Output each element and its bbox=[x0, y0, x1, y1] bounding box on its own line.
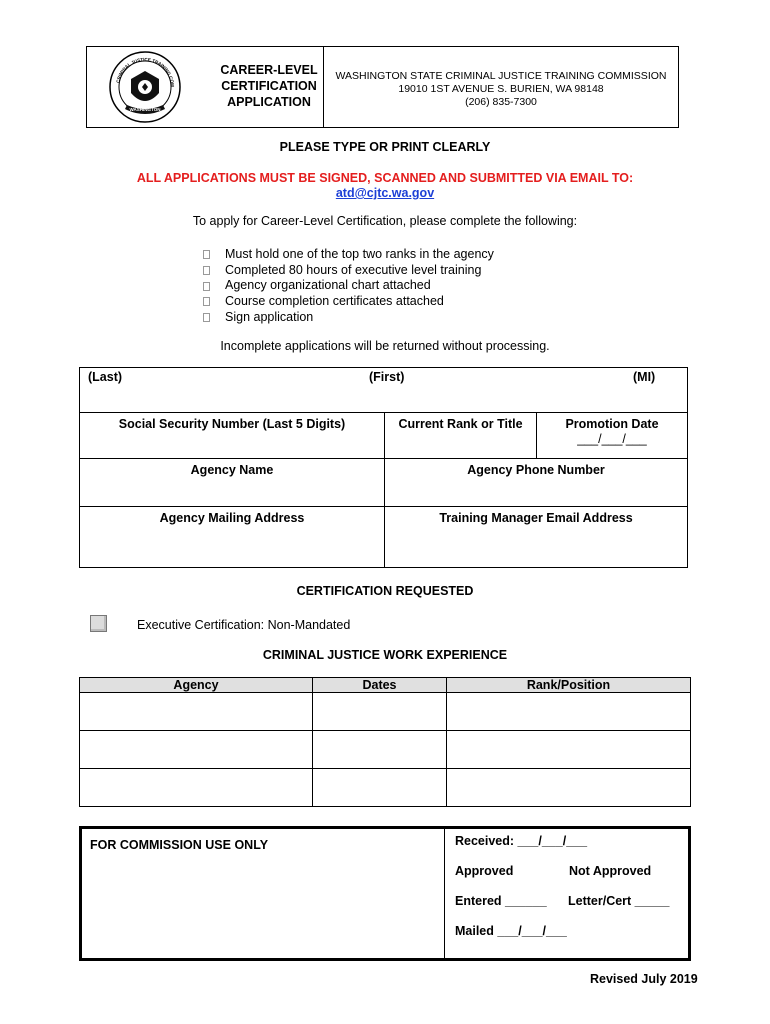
agency-phone-field[interactable] bbox=[385, 459, 688, 507]
list-item bbox=[203, 310, 494, 326]
checkbox-icon bbox=[203, 282, 210, 291]
requirement-text: Completed 80 hours of executive level training bbox=[225, 262, 482, 277]
print-clearly-notice: PLEASE TYPE OR PRINT CLEARLY bbox=[279, 140, 491, 154]
agency-phone: (206) 835-7300 bbox=[465, 96, 537, 108]
revision-date: Revised July 2019 bbox=[590, 972, 698, 986]
approved-field: Approved bbox=[455, 864, 514, 878]
mailing-address-field[interactable] bbox=[80, 507, 385, 568]
letter-cert-field: Letter/Cert _____ bbox=[568, 894, 670, 908]
mailing-address-label: Agency Mailing Address bbox=[159, 511, 305, 525]
submission-email-link[interactable]: atd@cjtc.wa.gov bbox=[335, 186, 435, 200]
requirements-list bbox=[203, 247, 494, 326]
requirement-text: Sign application bbox=[225, 309, 314, 324]
agency-address-block bbox=[323, 70, 679, 109]
received-field: Received: ___/___/___ bbox=[455, 834, 588, 848]
table-row bbox=[80, 769, 691, 807]
requirement-text: Course completion certificates attached bbox=[225, 294, 444, 309]
form-title-line: CERTIFICATION bbox=[221, 79, 317, 93]
list-item bbox=[203, 294, 494, 310]
name-field[interactable] bbox=[80, 368, 688, 413]
checkbox-icon bbox=[203, 313, 210, 322]
requirement-text: Must hold one of the top two ranks in the agency bbox=[225, 247, 494, 261]
first-name-label: (First) bbox=[369, 370, 405, 384]
svg-text:CRIMINAL JUSTICE TRAINING COMM: CRIMINAL JUSTICE TRAINING COM bbox=[115, 56, 176, 88]
work-experience-heading: CRIMINAL JUSTICE WORK EXPERIENCE bbox=[262, 648, 508, 662]
form-title-line: CAREER-LEVEL bbox=[220, 63, 318, 77]
ssn-field[interactable] bbox=[80, 413, 385, 459]
last-name-label: (Last) bbox=[88, 370, 123, 384]
dates-cell[interactable] bbox=[313, 769, 447, 807]
form-header bbox=[86, 46, 679, 128]
training-email-label: Training Manager Email Address bbox=[439, 511, 633, 525]
agency-cell[interactable] bbox=[80, 769, 313, 807]
checkbox-icon bbox=[203, 297, 210, 306]
column-header-agency: Agency bbox=[80, 678, 313, 693]
svg-text:WASHINGTON: WASHINGTON bbox=[129, 107, 161, 112]
submission-notice: ALL APPLICATIONS MUST BE SIGNED, SCANNED AND SUBMITTED VIA EMAIL TO: bbox=[136, 171, 634, 185]
commission-use-box bbox=[79, 826, 691, 961]
ssn-label: Social Security Number (Last 5 Digits) bbox=[118, 417, 346, 431]
applicant-info-table bbox=[79, 367, 688, 568]
work-experience-table bbox=[79, 677, 691, 807]
executive-certification-label: Executive Certification: Non-Mandated bbox=[137, 618, 351, 632]
list-item bbox=[203, 263, 494, 279]
agency-name-label: Agency Name bbox=[190, 463, 274, 477]
agency-phone-label: Agency Phone Number bbox=[467, 463, 605, 477]
agency-address: 19010 1ST AVENUE S. BURIEN, WA 98148 bbox=[398, 83, 604, 95]
agency-name: WASHINGTON STATE CRIMINAL JUSTICE TRAINING COMMISSION bbox=[335, 70, 667, 82]
apply-intro: To apply for Career-Level Certification, please complete the following: bbox=[192, 214, 578, 228]
list-item bbox=[203, 278, 494, 294]
commission-use-label: FOR COMMISSION USE ONLY bbox=[90, 838, 269, 852]
rank-cell[interactable] bbox=[447, 693, 691, 731]
agency-cell[interactable] bbox=[80, 693, 313, 731]
agency-cell[interactable] bbox=[80, 731, 313, 769]
form-title-line: APPLICATION bbox=[227, 95, 311, 109]
list-item bbox=[203, 247, 494, 263]
executive-certification-checkbox[interactable] bbox=[90, 615, 107, 632]
promotion-date-label: Promotion Date bbox=[565, 417, 659, 431]
rank-cell[interactable] bbox=[447, 731, 691, 769]
dates-cell[interactable] bbox=[313, 731, 447, 769]
table-row bbox=[80, 693, 691, 731]
rank-cell[interactable] bbox=[447, 769, 691, 807]
requirement-text: Agency organizational chart attached bbox=[225, 278, 431, 293]
promotion-date-field[interactable] bbox=[537, 413, 688, 459]
table-row bbox=[80, 731, 691, 769]
mailed-field: Mailed ___/___/___ bbox=[455, 924, 567, 938]
form-title bbox=[213, 62, 325, 110]
rank-label: Current Rank or Title bbox=[398, 417, 523, 431]
training-email-field[interactable] bbox=[385, 507, 688, 568]
promotion-date-blank: ___/___/___ bbox=[577, 432, 647, 446]
checkbox-icon bbox=[203, 266, 210, 275]
commission-divider bbox=[444, 829, 445, 958]
agency-name-field[interactable] bbox=[80, 459, 385, 507]
column-header-dates: Dates bbox=[313, 678, 447, 693]
dates-cell[interactable] bbox=[313, 693, 447, 731]
cjtc-seal-logo bbox=[109, 51, 181, 123]
not-approved-field: Not Approved bbox=[569, 864, 652, 878]
column-header-rank: Rank/Position bbox=[447, 678, 691, 693]
mi-label: (MI) bbox=[633, 370, 656, 384]
entered-field: Entered ______ bbox=[455, 894, 547, 908]
rank-field[interactable] bbox=[385, 413, 537, 459]
checkbox-icon bbox=[203, 250, 210, 259]
incomplete-notice: Incomplete applications will be returned without processing. bbox=[220, 339, 550, 353]
certification-heading: CERTIFICATION REQUESTED bbox=[296, 584, 474, 598]
